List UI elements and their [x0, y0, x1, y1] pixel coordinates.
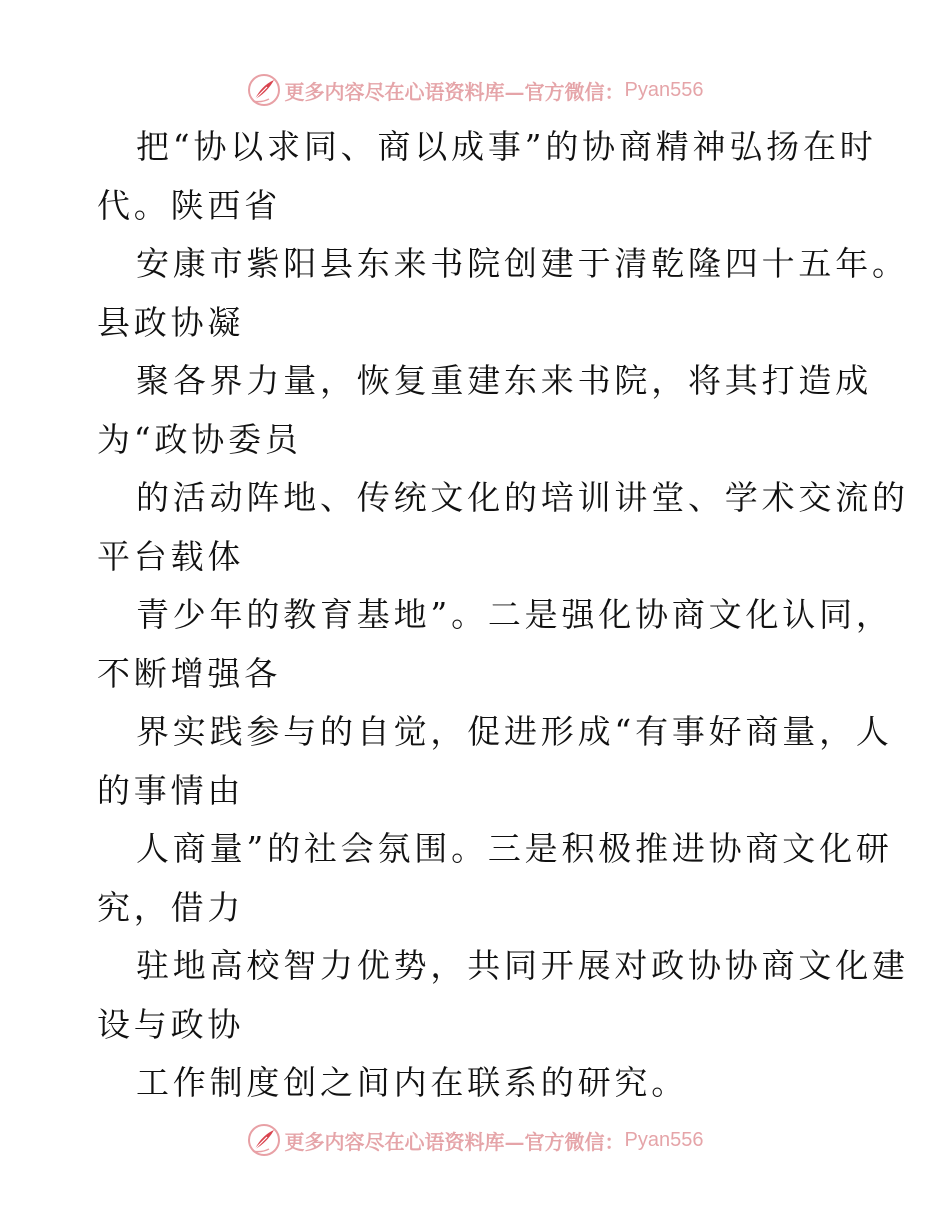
body-line: 平台载体: [97, 536, 245, 576]
body-line: 县政协凝: [97, 302, 245, 342]
document-body: [97, 118, 909, 1113]
body-line: 究，借力: [97, 887, 245, 927]
watermark-text: 更多内容尽在心语资料库—官方微信：: [284, 79, 625, 104]
feather-pen-logo-icon: [247, 73, 281, 107]
body-line: 为“政协委员: [97, 419, 302, 459]
footer-watermark: [0, 1120, 950, 1160]
body-line: 界实践参与的自觉，促进形成“有事好商量，人: [136, 712, 893, 751]
header-watermark: [0, 70, 950, 110]
body-line: 人商量”的社会氛围。三是积极推进协商文化研: [136, 829, 893, 868]
body-line: 的活动阵地、传统文化的培训讲堂、学术交流的: [136, 478, 909, 517]
watermark-wechat-id: Pyan556: [624, 1128, 704, 1151]
body-line: 工作制度创之间内在联系的研究。: [136, 1063, 688, 1102]
body-line: 不断增强各: [97, 653, 281, 693]
body-line: 聚各界力量，恢复重建东来书院，将其打造成: [136, 361, 872, 400]
body-line: 代。陕西省: [97, 185, 281, 225]
body-line: 驻地高校智力优势，共同开展对政协协商文化建: [136, 946, 909, 985]
body-line: 设与政协: [97, 1004, 245, 1044]
watermark-wechat-id: Pyan556: [624, 78, 704, 101]
watermark-text: 更多内容尽在心语资料库—官方微信：: [284, 1129, 625, 1154]
body-line: 的事情由: [97, 770, 245, 810]
body-line: 安康市紫阳县东来书院创建于清乾隆四十五年。: [136, 244, 909, 283]
feather-pen-logo-icon: [247, 1123, 281, 1157]
body-line: 把“协以求同、商以成事”的协商精神弘扬在时: [136, 127, 877, 166]
body-line: 青少年的教育基地”。二是强化协商文化认同，: [136, 595, 893, 634]
